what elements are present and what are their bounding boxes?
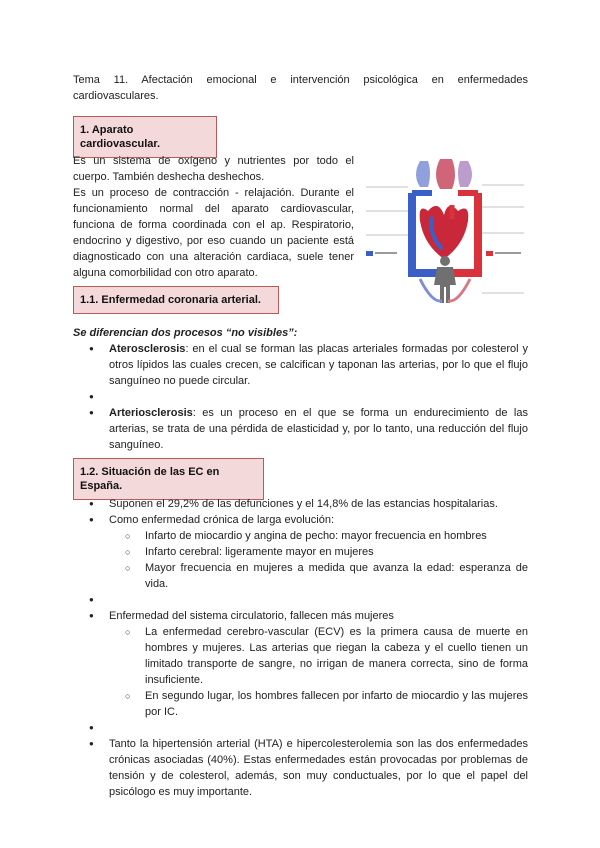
spain-situation-list (73, 496, 528, 800)
section-heading-situacion-espana: 1.2. Situación de las EC en España. (73, 458, 264, 500)
coronary-process-list (73, 341, 528, 453)
sub-item-infarto-cerebral: ○ Infarto cerebral: ligeramente mayor en mujeres (109, 544, 528, 560)
list-item-arteriosclerosis: ● Arteriosclerosis: es un proceso en el que se forma un endurecimiento de las arterias, se trata de una pérdida de elasticidad y, por lo tanto, una reducción del flujo sanguíneo. (73, 405, 528, 453)
circulatory-system-diagram (362, 153, 528, 308)
intro-paragraph-1: Es un sistema de oxígeno y nutrientes por todo el cuerpo. También deshecha deshechos. (73, 155, 354, 183)
section-heading-enfermedad-coronaria: 1.1. Enfermedad coronaria arterial. (73, 286, 279, 314)
sub-item-ecv: ○ La enfermedad cerebro-vascular (ECV) es la primera causa de muerte en hombres y mujeres. Las arterias que riegan la cabeza y el cuello tienen un limitado transporte de sangre, no irrigan de manera correcta, sino de forma insuficiente. (109, 624, 528, 688)
coronary-subtitle: Se diferencian dos procesos “no visibles”: (73, 327, 298, 339)
cronica-sublist (109, 528, 528, 592)
list-item-hipertension: ● Tanto la hipertensión arterial (HTA) e hipercolesterolemia son las dos enfermedades crónicas asociadas (40%). Estas enfermedades están provocadas por problemas de tensión y de colesterol, además, son muy conductuales, por lo que el papel del psicólogo es muy importante. (73, 736, 528, 800)
intro-text (73, 153, 354, 281)
list-item-sistema-circulatorio: ● Enfermedad del sistema circulatorio, fallecen más mujeres ○ La enfermedad cerebro-vascular (ECV) es la primera causa de muerte en hombres y mujeres. Las arterias que riegan la cabeza y el cuello tienen un limitado transporte de sangre, no irrigan de manera correcta, sino de forma insuficiente. ○ En segundo lugar, los hombres fallecen por infarto de miocardio y las mujeres por IC. (73, 608, 528, 720)
list-item-aterosclerosis: ● Aterosclerosis: en el cual se forman las placas arteriales formadas por colesterol y otros lípidos las cuales crecen, se calcifican y taponan las arterias, por lo que el flujo sanguíneo no puede circular. (73, 341, 528, 389)
sub-item-infarto-miocardio: ○ Infarto de miocardio y angina de pecho: mayor frecuencia en hombres (109, 528, 528, 544)
list-item-enfermedad-cronica: ● Como enfermedad crónica de larga evolución: ○ Infarto de miocardio y angina de pecho: mayor frecuencia en hombres ○ Infarto cerebral: ligeramente mayor en mujeres ○ Mayor frecuencia en mujeres a medida que avanza la edad: esperanza de vida. (73, 512, 528, 592)
sub-item-frecuencia-mujeres: ○ Mayor frecuencia en mujeres a medida que avanza la edad: esperanza de vida. (109, 560, 528, 592)
list-item-defunciones: ● Suponen el 29,2% de las defunciones y el 14,8% de las estancias hospitalarias. (73, 496, 528, 512)
circulatorio-sublist (109, 624, 528, 720)
intro-paragraph-2: Es un proceso de contracción - relajación. Durante el funcionamiento normal del aparato cardiovascular, funciona de forma coordinada con el ap. Respiratorio, endocrino y digestivo, por eso cuando un paciente está diagnosticado con una alteración cardiaca, suele tener alguna comorbilidad con otro aparato. (73, 187, 354, 279)
upper-capillaries (416, 159, 472, 189)
sub-item-segundo-lugar: ○ En segundo lugar, los hombres fallecen por infarto de miocardio y las mujeres por IC. (109, 688, 528, 720)
document-title: Tema 11. Afectación emocional e intervención psicológica en enfermedades cardiovasculares. (73, 74, 528, 102)
section-heading-aparato-cardiovascular: 1. Aparato cardiovascular. (73, 116, 217, 158)
